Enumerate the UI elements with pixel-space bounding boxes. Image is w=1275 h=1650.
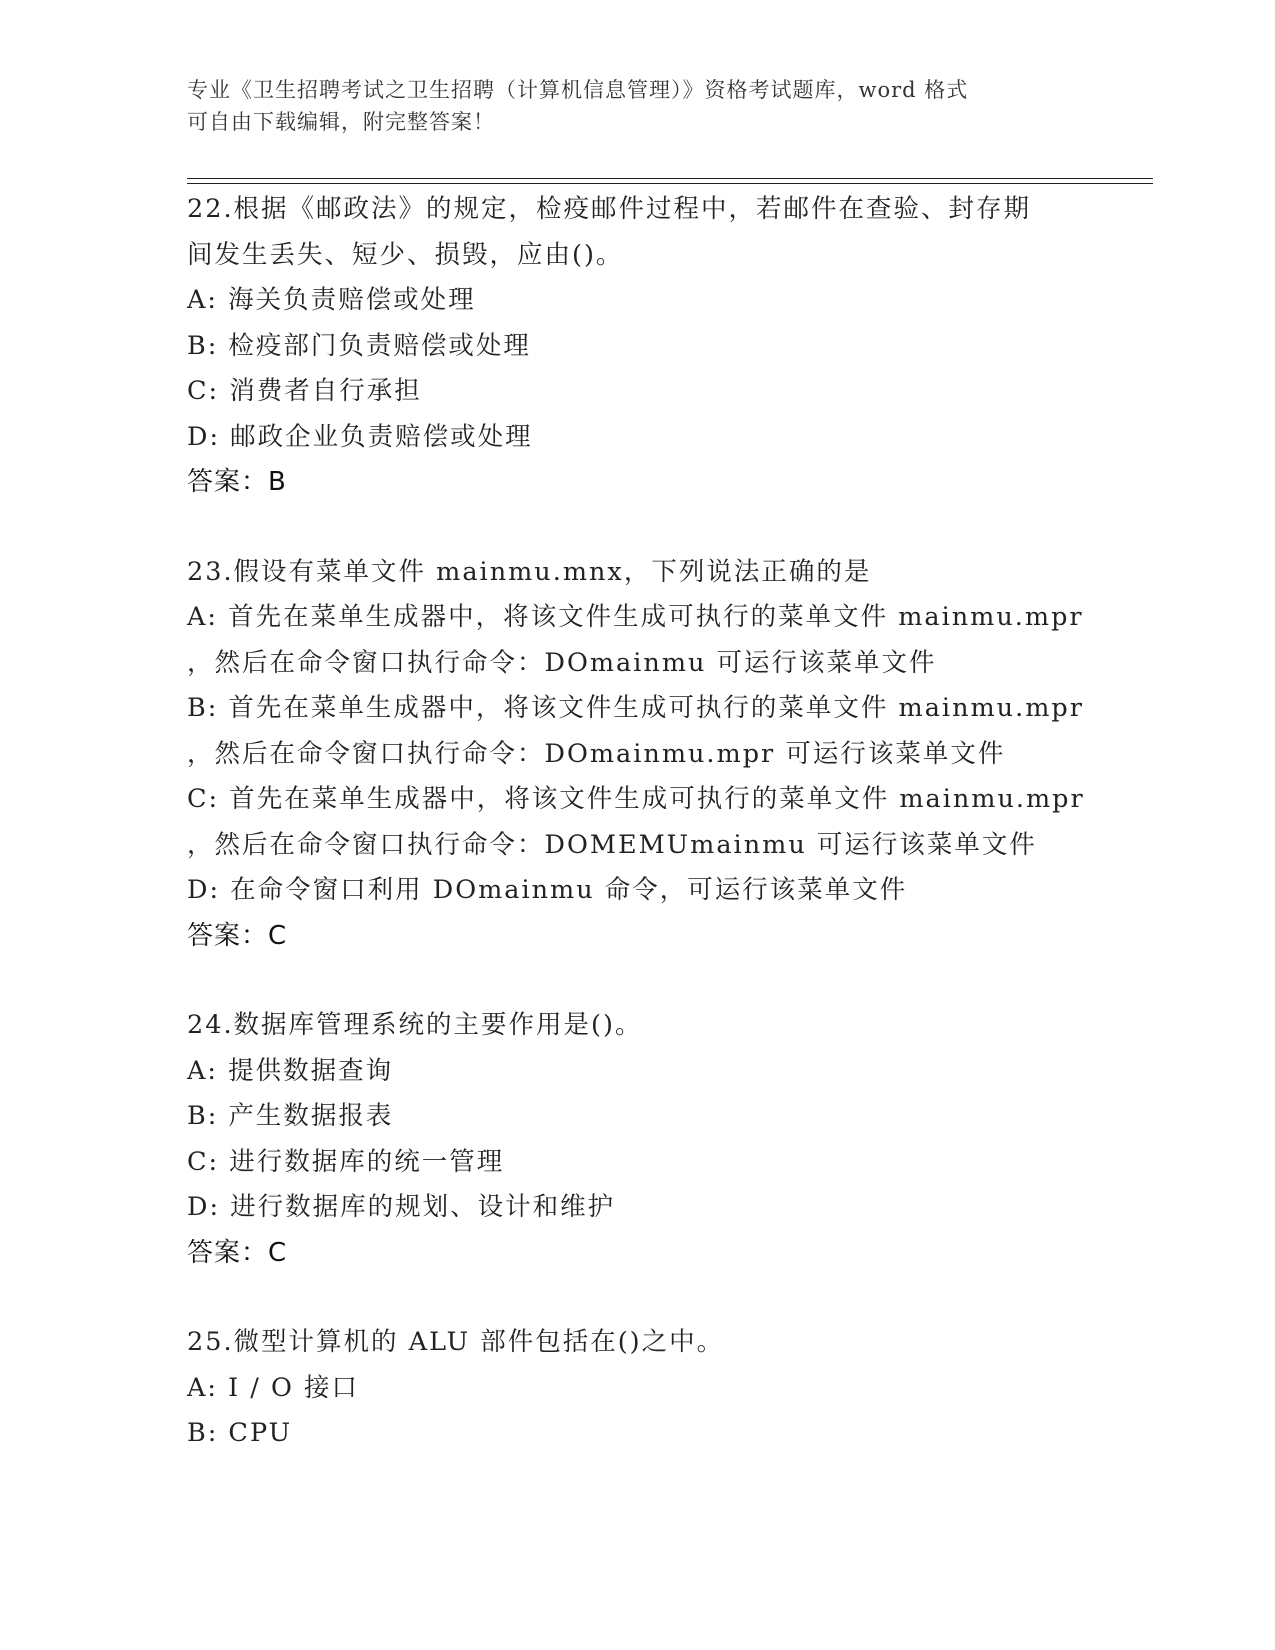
answer-label: 答案： — [187, 1237, 269, 1268]
question-25 — [187, 1320, 1187, 1457]
question-stem: 23.假设有菜单文件 mainmu.mnx，下列说法正确的是 — [187, 556, 872, 587]
question-stem: 25.微型计算机的 ALU 部件包括在()之中。 — [187, 1327, 725, 1357]
option-b: B: CPU — [187, 1418, 293, 1448]
option-a: A: 提供数据查询 — [187, 1055, 394, 1086]
option-a-continued: ，然后在命令窗口执行命令：DOmainmu 可运行该菜单文件 — [187, 647, 937, 678]
question-stem: 24.数据库管理系统的主要作用是()。 — [187, 1010, 643, 1040]
option-c: C: 消费者自行承担 — [187, 376, 422, 406]
option-b: B: 检疫部门负责赔偿或处理 — [187, 330, 531, 361]
question-24 — [187, 1003, 1187, 1276]
option-c: C: 首先在菜单生成器中，将该文件生成可执行的菜单文件 mainmu.mpr — [187, 784, 1085, 814]
option-a: A: 海关负责赔偿或处理 — [187, 285, 476, 315]
header-divider-double — [187, 183, 1153, 184]
question-stem: 间发生丢失、短少、损毁，应由()。 — [187, 239, 624, 270]
answer-value: C — [268, 1237, 287, 1268]
answer-label: 答案： — [187, 467, 269, 497]
answer-value: B — [268, 467, 286, 497]
option-a: A: 首先在菜单生成器中，将该文件生成可执行的菜单文件 mainmu.mpr — [187, 602, 1084, 632]
header-line: 专业《卫生招聘考试之卫生招聘（计算机信息管理）》资格考试题库，word 格式 — [187, 78, 969, 102]
answer-label: 答案： — [187, 920, 269, 951]
option-b: B: 产生数据报表 — [187, 1101, 394, 1131]
question-list — [187, 187, 1187, 1501]
question-stem: 22.根据《邮政法》的规定，检疫邮件过程中，若邮件在查验、封存期 — [187, 194, 1032, 224]
option-b-continued: ，然后在命令窗口执行命令：DOmainmu.mpr 可运行该菜单文件 — [187, 738, 1006, 769]
answer-line — [187, 914, 1187, 960]
option-d: D: 进行数据库的规划、设计和维护 — [187, 1192, 616, 1222]
answer-line — [187, 1231, 1187, 1277]
option-b: B: 首先在菜单生成器中，将该文件生成可执行的菜单文件 mainmu.mpr — [187, 693, 1084, 723]
header-line: 可自由下载编辑，附完整答案！ — [187, 110, 495, 134]
option-d: D: 邮政企业负责赔偿或处理 — [187, 421, 533, 452]
option-c-continued: ，然后在命令窗口执行命令：DOMEMUmainmu 可运行该菜单文件 — [187, 829, 1037, 860]
option-d: D: 在命令窗口利用 DOmainmu 命令，可运行该菜单文件 — [187, 875, 908, 905]
option-c: C: 进行数据库的统一管理 — [187, 1146, 505, 1177]
document-header — [187, 74, 1087, 138]
question-22 — [187, 187, 1187, 506]
header-divider — [187, 178, 1153, 179]
answer-value: C — [268, 920, 287, 951]
option-a: A: I / O 接口 — [187, 1372, 359, 1403]
answer-line — [187, 460, 1187, 506]
question-23 — [187, 550, 1187, 960]
